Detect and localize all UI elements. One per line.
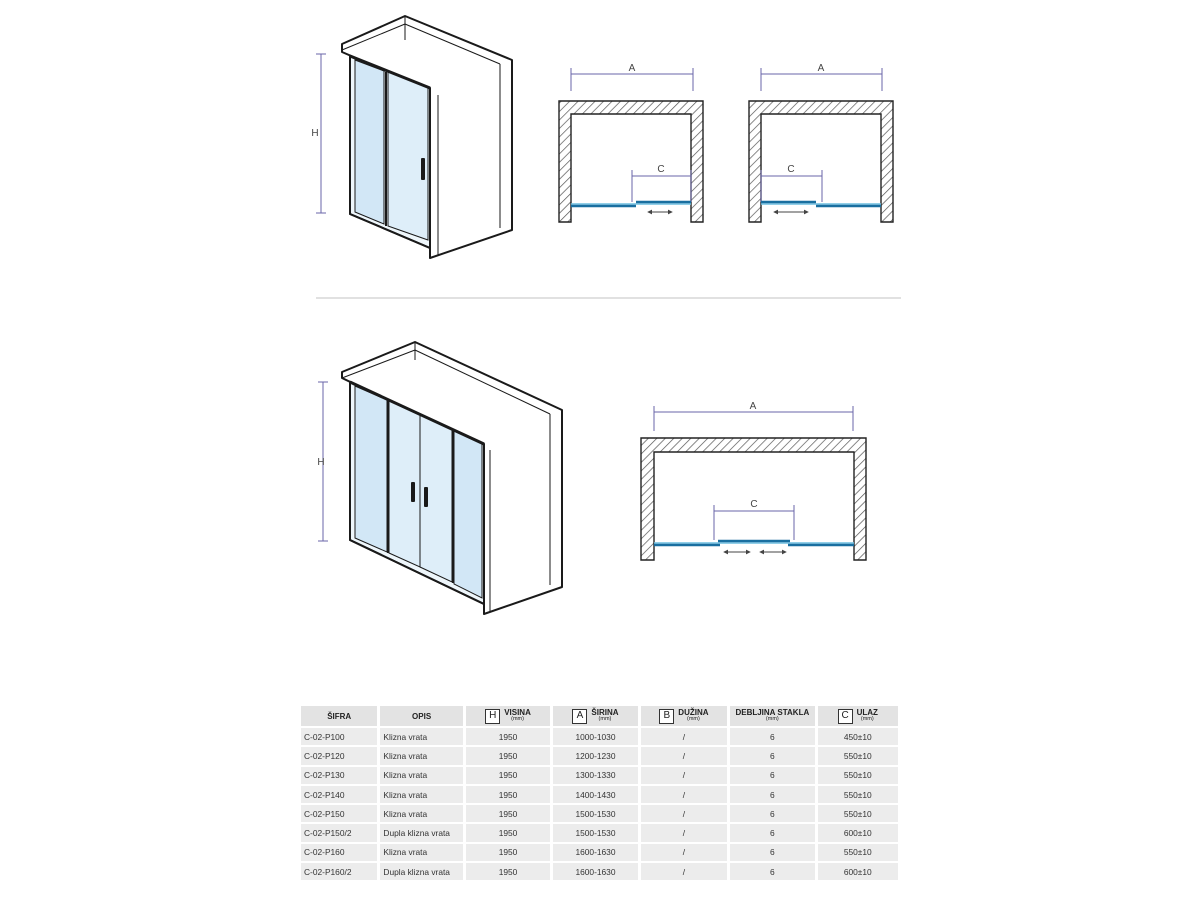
length-cell: / xyxy=(641,824,727,841)
width-cell: 1500-1530 xyxy=(553,805,637,822)
table-row xyxy=(301,786,898,803)
top-plan-left xyxy=(559,63,703,222)
entry-cell: 600±10 xyxy=(818,824,898,841)
code-cell: C-02-P130 xyxy=(301,767,377,784)
table-row xyxy=(301,805,898,822)
code-cell: C-02-P120 xyxy=(301,747,377,764)
height-cell: 1950 xyxy=(466,786,550,803)
entry-label: C xyxy=(657,164,665,175)
height-label: H xyxy=(317,457,325,468)
length-cell: / xyxy=(641,805,727,822)
top-3d-enclosure xyxy=(311,16,512,258)
height-letter-icon: H xyxy=(485,709,500,724)
width-cell: 1600-1630 xyxy=(553,844,637,861)
length-cell: / xyxy=(641,863,727,880)
header-width: A ŠIRINA (mm) xyxy=(553,706,637,726)
width-cell: 1600-1630 xyxy=(553,863,637,880)
width-label: A xyxy=(628,63,636,74)
header-code: ŠIFRA xyxy=(301,706,377,726)
width-cell: 1200-1230 xyxy=(553,747,637,764)
table-row xyxy=(301,747,898,764)
entry-cell: 550±10 xyxy=(818,747,898,764)
glass-thickness-cell: 6 xyxy=(730,747,814,764)
description-cell: Klizna vrata xyxy=(380,728,462,745)
height-cell: 1950 xyxy=(466,747,550,764)
entry-label: C xyxy=(787,164,795,175)
glass-thickness-cell: 6 xyxy=(730,844,814,861)
code-cell: C-02-P140 xyxy=(301,786,377,803)
spec-table-container xyxy=(298,704,901,882)
width-cell: 1000-1030 xyxy=(553,728,637,745)
code-cell: C-02-P160/2 xyxy=(301,863,377,880)
length-cell: / xyxy=(641,728,727,745)
bottom-3d-enclosure xyxy=(317,342,562,614)
description-cell: Dupla klizna vrata xyxy=(380,824,462,841)
entry-cell: 550±10 xyxy=(818,767,898,784)
height-cell: 1950 xyxy=(466,863,550,880)
entry-cell: 550±10 xyxy=(818,786,898,803)
description-cell: Klizna vrata xyxy=(380,844,462,861)
width-label: A xyxy=(749,401,757,412)
height-label: H xyxy=(311,128,319,139)
width-label: A xyxy=(817,63,825,74)
glass-thickness-cell: 6 xyxy=(730,728,814,745)
width-cell: 1500-1530 xyxy=(553,824,637,841)
header-glass-thickness: DEBLJINA STAKLA (mm) xyxy=(730,706,814,726)
entry-letter-icon: C xyxy=(838,709,853,724)
length-letter-icon: B xyxy=(659,709,674,724)
glass-thickness-cell: 6 xyxy=(730,863,814,880)
length-cell: / xyxy=(641,844,727,861)
height-cell: 1950 xyxy=(466,805,550,822)
door-handle-icon xyxy=(424,487,428,507)
glass-thickness-cell: 6 xyxy=(730,805,814,822)
length-cell: / xyxy=(641,786,727,803)
entry-label: C xyxy=(750,499,758,510)
code-cell: C-02-P160 xyxy=(301,844,377,861)
top-plan-right xyxy=(749,63,893,222)
table-row xyxy=(301,824,898,841)
width-cell: 1300-1330 xyxy=(553,767,637,784)
code-cell: C-02-P150 xyxy=(301,805,377,822)
header-length: B DUŽINA (mm) xyxy=(641,706,727,726)
glass-thickness-cell: 6 xyxy=(730,767,814,784)
spec-table xyxy=(298,704,901,882)
entry-cell: 550±10 xyxy=(818,844,898,861)
width-letter-icon: A xyxy=(572,709,587,724)
header-entry: C ULAZ (mm) xyxy=(818,706,898,726)
table-row xyxy=(301,844,898,861)
entry-cell: 450±10 xyxy=(818,728,898,745)
height-cell: 1950 xyxy=(466,728,550,745)
entry-cell: 550±10 xyxy=(818,805,898,822)
description-cell: Dupla klizna vrata xyxy=(380,863,462,880)
header-height: H VISINA (mm) xyxy=(466,706,550,726)
description-cell: Klizna vrata xyxy=(380,767,462,784)
code-cell: C-02-P150/2 xyxy=(301,824,377,841)
length-cell: / xyxy=(641,747,727,764)
height-cell: 1950 xyxy=(466,767,550,784)
description-cell: Klizna vrata xyxy=(380,805,462,822)
description-cell: Klizna vrata xyxy=(380,747,462,764)
bottom-plan xyxy=(641,401,866,560)
door-handle-icon xyxy=(411,482,415,502)
header-description: OPIS xyxy=(380,706,462,726)
table-header-row xyxy=(301,706,898,726)
entry-cell: 600±10 xyxy=(818,863,898,880)
width-cell: 1400-1430 xyxy=(553,786,637,803)
door-handle-icon xyxy=(421,158,425,180)
glass-thickness-cell: 6 xyxy=(730,824,814,841)
code-cell: C-02-P100 xyxy=(301,728,377,745)
glass-thickness-cell: 6 xyxy=(730,786,814,803)
table-row xyxy=(301,767,898,784)
description-cell: Klizna vrata xyxy=(380,786,462,803)
height-cell: 1950 xyxy=(466,844,550,861)
table-row xyxy=(301,863,898,880)
table-row xyxy=(301,728,898,745)
length-cell: / xyxy=(641,767,727,784)
height-cell: 1950 xyxy=(466,824,550,841)
